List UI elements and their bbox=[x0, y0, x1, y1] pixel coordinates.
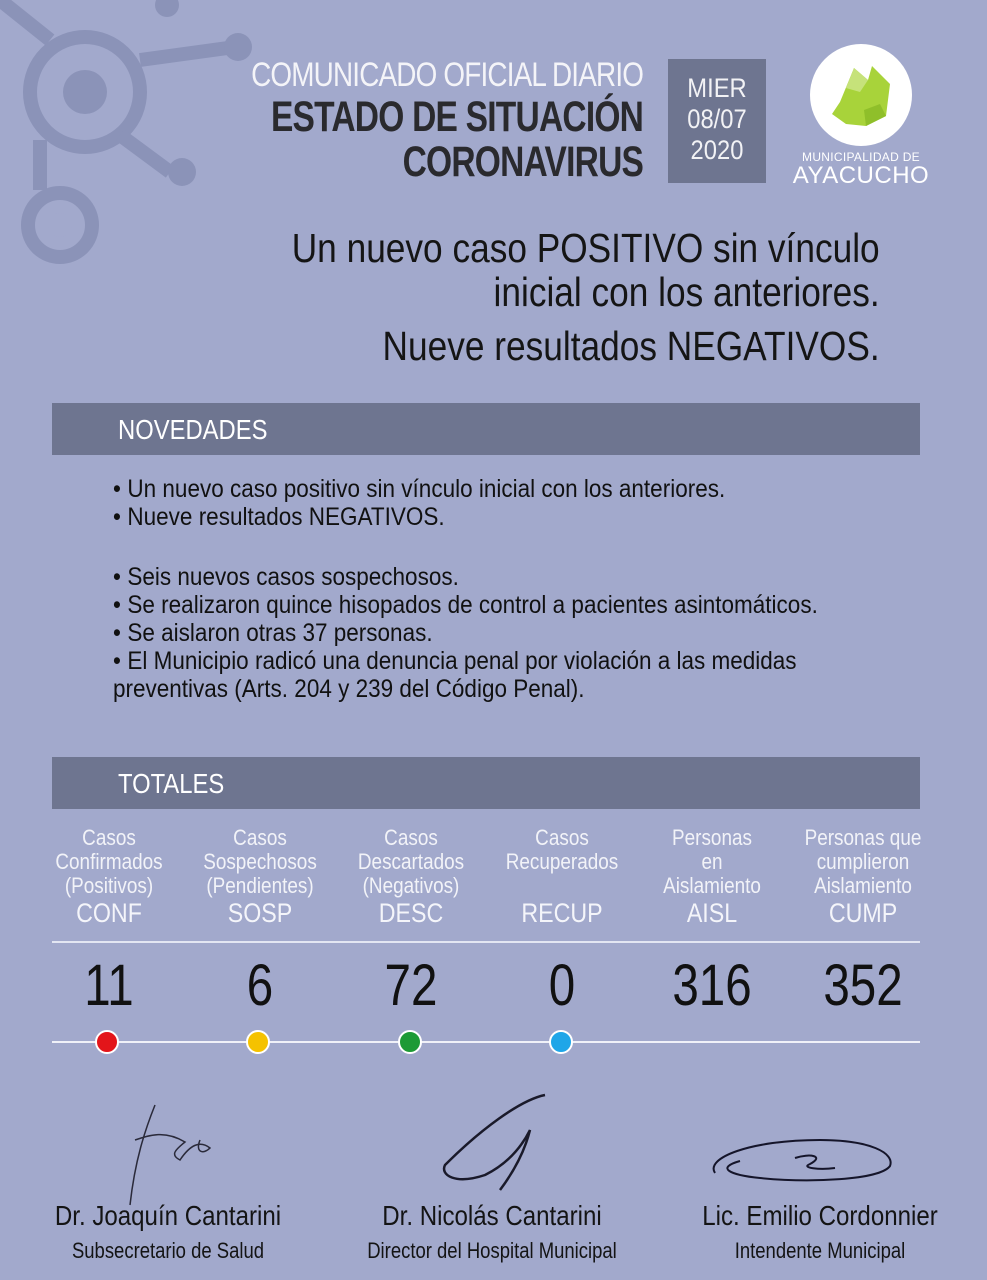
signature-name-2: Dr. Nicolás Cantarini bbox=[382, 1200, 602, 1231]
list-item: • Se realizaron quince hisopados de control a pacientes asintomáticos. bbox=[113, 591, 818, 619]
headline-line-3: Nueve resultados NEGATIVOS. bbox=[382, 323, 880, 369]
column-label: Recuperados bbox=[505, 849, 619, 874]
list-item: • Un nuevo caso positivo sin vínculo inicial con los anteriores. bbox=[113, 475, 726, 503]
column-label: Personas bbox=[672, 825, 752, 850]
logo-text-line-2: AYACUCHO bbox=[792, 162, 930, 189]
signature-name-1: Dr. Joaquín Cantarini bbox=[54, 1200, 282, 1231]
signature-name-3: Lic. Emilio Cordonnier bbox=[702, 1200, 938, 1231]
column-label: Casos bbox=[384, 825, 438, 850]
signature-role-1: Subsecretario de Salud bbox=[71, 1238, 265, 1263]
column-label bbox=[493, 874, 631, 898]
timeline-line bbox=[52, 1041, 920, 1043]
header-line-1: COMUNICADO OFICIAL DIARIO bbox=[250, 56, 643, 94]
signature-role-3: Intendente Municipal bbox=[734, 1238, 906, 1263]
column-recup bbox=[482, 826, 642, 929]
headline bbox=[196, 226, 880, 368]
blue-dot-icon bbox=[549, 1030, 573, 1054]
logo-text-line-1: MUNICIPALIDAD DE bbox=[802, 150, 920, 164]
column-label: Descartados bbox=[357, 849, 465, 874]
list-item: • Seis nuevos casos sospechosos. bbox=[113, 563, 459, 591]
column-label: Casos bbox=[233, 825, 287, 850]
list-item: • Nueve resultados NEGATIVOS. bbox=[113, 503, 445, 531]
column-desc bbox=[331, 826, 491, 929]
novedades-list bbox=[113, 475, 933, 703]
column-label: (Negativos) bbox=[362, 873, 460, 898]
yellow-dot-icon bbox=[246, 1030, 270, 1054]
column-label: Aislamiento bbox=[814, 873, 912, 898]
column-label: Casos bbox=[82, 825, 136, 850]
date-box bbox=[668, 59, 766, 183]
date-date: 08/07 bbox=[687, 104, 747, 134]
signature-1-icon bbox=[115, 1100, 225, 1210]
logo-emblem-icon bbox=[810, 44, 912, 146]
headline-line-1: Un nuevo caso POSITIVO sin vínculo bbox=[292, 225, 880, 271]
date-day: MIER bbox=[687, 73, 747, 103]
novedades-band bbox=[52, 403, 920, 455]
value-conf: 11 bbox=[84, 953, 134, 1018]
header-line-2: ESTADO DE SITUACIÓN bbox=[270, 93, 643, 141]
value-recup: 0 bbox=[548, 953, 576, 1018]
column-label: en bbox=[701, 849, 723, 874]
list-item: • El Municipio radicó una denuncia penal por violación a las medidas preventivas (Arts. 204 y 239 del Código Penal). bbox=[113, 647, 797, 703]
column-cump bbox=[783, 826, 943, 929]
green-dot-icon bbox=[398, 1030, 422, 1054]
column-label: Casos bbox=[535, 825, 589, 850]
column-abbr: CUMP bbox=[828, 898, 898, 928]
column-aisl bbox=[632, 826, 792, 929]
value-sosp: 6 bbox=[246, 953, 274, 1018]
column-label: Personas que bbox=[804, 825, 922, 850]
value-aisl: 316 bbox=[672, 953, 752, 1018]
column-conf bbox=[29, 826, 189, 929]
municipality-logo bbox=[786, 44, 936, 188]
column-abbr: SOSP bbox=[227, 898, 293, 928]
header-line-3: CORONAVIRUS bbox=[402, 138, 643, 186]
column-label: Sospechosos bbox=[203, 849, 317, 874]
value-cump: 352 bbox=[823, 953, 903, 1018]
value-desc: 72 bbox=[384, 953, 438, 1018]
signature-role-2: Director del Hospital Municipal bbox=[367, 1238, 617, 1263]
signature-3-icon bbox=[700, 1128, 900, 1188]
header-title bbox=[165, 58, 643, 184]
column-abbr: RECUP bbox=[521, 898, 603, 928]
column-label: cumplieron bbox=[816, 849, 910, 874]
totales-title: TOTALES bbox=[118, 768, 225, 799]
column-abbr: DESC bbox=[378, 898, 444, 928]
column-abbr: CONF bbox=[76, 898, 142, 928]
column-label: Aislamiento bbox=[663, 873, 761, 898]
divider bbox=[52, 941, 920, 943]
novedades-title: NOVEDADES bbox=[118, 414, 268, 445]
date-year: 2020 bbox=[690, 135, 744, 165]
list-item: • Se aislaron otras 37 personas. bbox=[113, 619, 433, 647]
column-label: Confirmados bbox=[55, 849, 163, 874]
totales-band bbox=[52, 757, 920, 809]
column-label: (Positivos) bbox=[64, 873, 154, 898]
column-abbr: AISL bbox=[686, 898, 738, 928]
headline-line-2: inicial con los anteriores. bbox=[493, 269, 880, 315]
column-sosp bbox=[180, 826, 340, 929]
red-dot-icon bbox=[95, 1030, 119, 1054]
column-label: (Pendientes) bbox=[206, 873, 314, 898]
signature-2-icon bbox=[430, 1090, 560, 1200]
